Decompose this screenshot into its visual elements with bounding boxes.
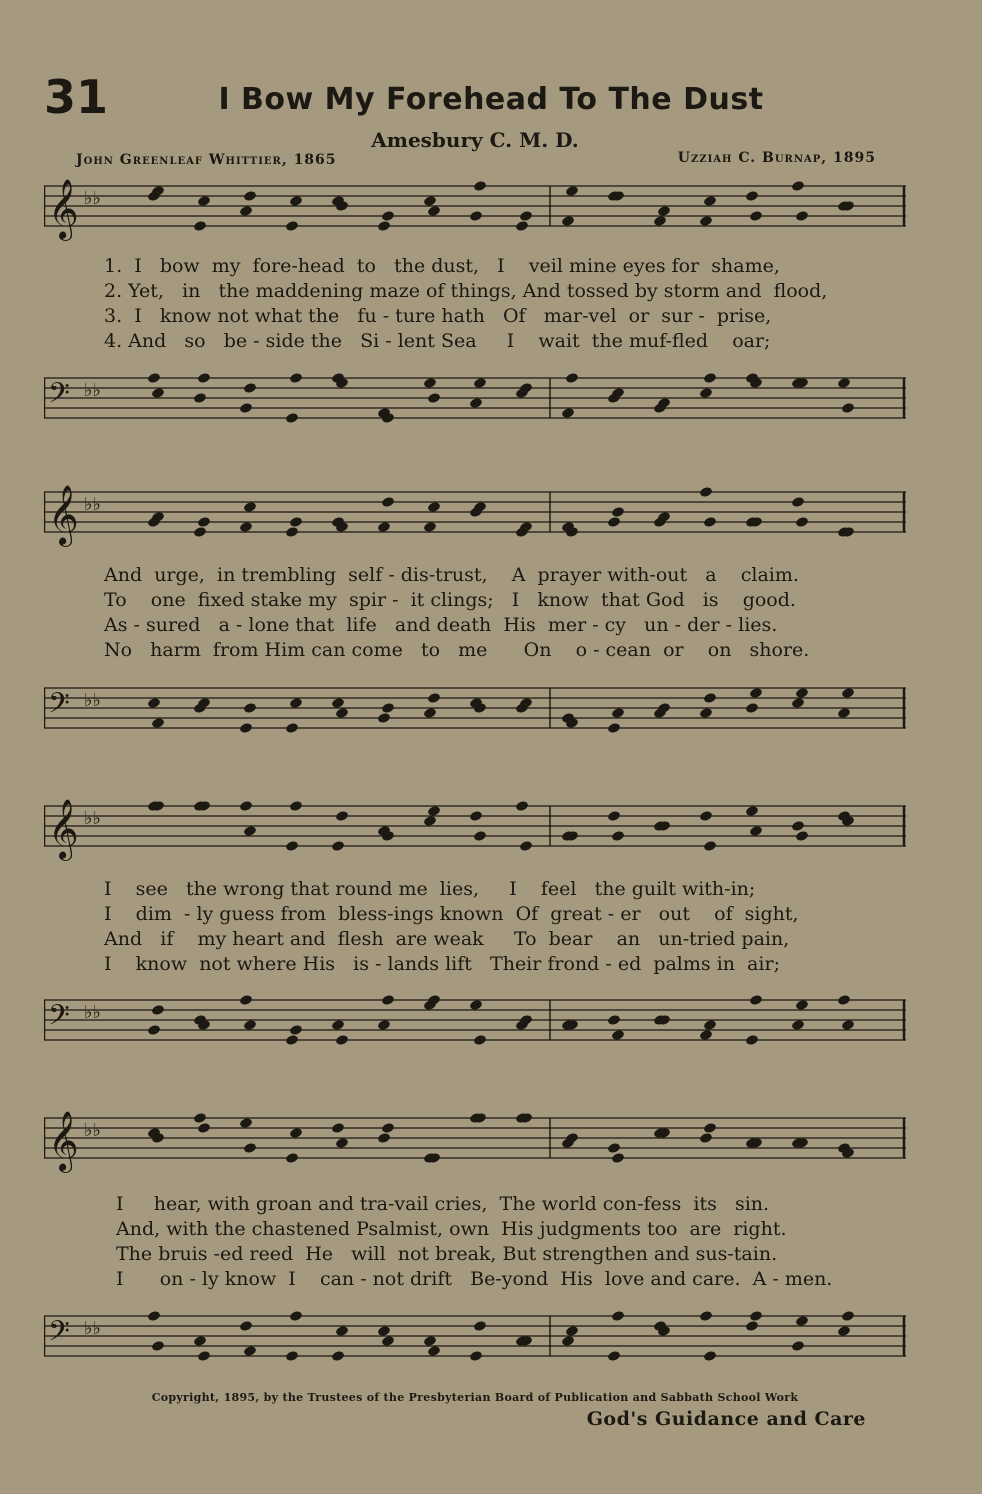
notehead [841, 1310, 855, 1322]
notehead [791, 820, 805, 832]
staff-drawing [44, 370, 906, 434]
notehead [427, 392, 441, 404]
notehead [377, 1132, 391, 1144]
lyrics-block-4 [116, 1192, 906, 1292]
composer-credit: Uzziah C. Burnap, 1895 [677, 150, 876, 166]
staff-drawing [44, 178, 906, 242]
notehead [611, 707, 625, 719]
notehead [699, 1310, 713, 1322]
verse-1-line-3: I see the wrong that round me lies, I feel the guilt with-in; [104, 878, 756, 900]
notehead [381, 702, 395, 714]
notehead [837, 994, 851, 1006]
notehead [469, 397, 483, 409]
notehead [745, 1034, 759, 1046]
notehead [239, 800, 253, 812]
notehead [197, 516, 211, 528]
lyrics-block-2 [104, 563, 894, 663]
notehead [335, 707, 349, 719]
notehead [381, 994, 395, 1006]
notehead [243, 382, 257, 394]
verse-1-line-4: I hear, with groan and tra-vail cries, The world con-fess its sin. [116, 1193, 770, 1215]
notehead [427, 501, 441, 513]
notehead [469, 210, 483, 222]
notehead [607, 810, 621, 822]
verse-3-line-2: As - sured a - lone that life and death His mer - cy un - der - lies. [104, 614, 778, 636]
notehead [377, 712, 391, 724]
bass-staff-2 [44, 680, 906, 744]
notehead [611, 1152, 625, 1164]
verse-3-line-3: And if my heart and flesh are weak To bear an un-tried pain, [104, 928, 790, 950]
notehead [791, 1019, 805, 1031]
notehead [289, 516, 303, 528]
notehead [197, 372, 211, 384]
notehead [423, 195, 437, 207]
bass-clef-icon: 𝄢 [48, 377, 70, 417]
notehead [699, 707, 713, 719]
notehead [423, 707, 437, 719]
verse-2-line-1: 2. Yet, in the maddening maze of things, And tossed by storm and flood, [104, 280, 828, 302]
notehead [239, 205, 253, 217]
notehead [285, 840, 299, 852]
notehead [151, 387, 165, 399]
notehead [381, 210, 395, 222]
notehead [239, 1320, 253, 1332]
notehead [837, 707, 851, 719]
notehead [243, 190, 257, 202]
notehead [653, 215, 667, 227]
notehead [699, 486, 713, 498]
bass-clef-icon: 𝄢 [48, 1315, 70, 1355]
staff-drawing [44, 680, 906, 744]
notehead [423, 815, 437, 827]
notehead [285, 1034, 299, 1046]
notehead [285, 1152, 299, 1164]
verse-3-line-4: The bruis -ed reed He will not break, But strengthen and sus-tain. [116, 1243, 778, 1265]
notehead [335, 1034, 349, 1046]
notehead [795, 516, 809, 528]
notehead [427, 1345, 441, 1357]
notehead [243, 1345, 257, 1357]
notehead [289, 1024, 303, 1036]
notehead [193, 526, 207, 538]
notehead [331, 1019, 345, 1031]
notehead [565, 185, 579, 197]
key-signature-icon: ♭♭ [84, 1002, 101, 1023]
notehead [699, 810, 713, 822]
notehead [193, 1335, 207, 1347]
notehead [745, 1320, 759, 1332]
notehead [377, 220, 391, 232]
notehead [285, 526, 299, 538]
notehead [749, 825, 763, 837]
notehead [795, 999, 809, 1011]
notehead [469, 999, 483, 1011]
notehead [703, 692, 717, 704]
verse-1-line-2: And urge, in trembling self - dis-trust, A prayer with-out a claim. [104, 564, 799, 586]
notehead [427, 805, 441, 817]
notehead [607, 1350, 621, 1362]
notehead [657, 205, 671, 217]
notehead [193, 220, 207, 232]
notehead [561, 1335, 575, 1347]
verse-2-line-4: And, with the chastened Psalmist, own His judgments too are right. [116, 1218, 787, 1240]
notehead [561, 215, 575, 227]
notehead [377, 1019, 391, 1031]
notehead [193, 392, 207, 404]
notehead [469, 810, 483, 822]
verse-2-line-3: I dim - ly guess from bless-ings known Of great - er out of sight, [104, 903, 799, 925]
notehead [423, 1335, 437, 1347]
treble-clef-icon: 𝄞 [48, 485, 79, 545]
tune-name: Amesbury C. M. D. [371, 128, 579, 152]
notehead [289, 800, 303, 812]
notehead [607, 722, 621, 734]
key-signature-icon: ♭♭ [84, 188, 101, 209]
bass-clef-icon: 𝄢 [48, 999, 70, 1039]
lyrics-block-1 [104, 254, 894, 354]
notehead [285, 412, 299, 424]
notehead [147, 372, 161, 384]
copyright-notice: Copyright, 1895, by the Trustees of the Presbyterian Board of Publication and Sabbath School Work [151, 1391, 799, 1404]
notehead [423, 377, 437, 389]
bass-staff-1 [44, 370, 906, 434]
notehead [243, 825, 257, 837]
notehead [239, 994, 253, 1006]
notehead [335, 1325, 349, 1337]
notehead [289, 372, 303, 384]
key-signature-icon: ♭♭ [84, 1120, 101, 1141]
notehead [703, 1019, 717, 1031]
notehead [151, 717, 165, 729]
verse-3-line-1: 3. I know not what the fu - ture hath Of mar-vel or sur - prise, [104, 305, 772, 327]
notehead [699, 1132, 713, 1144]
topic-heading: God's Guidance and Care [586, 1408, 866, 1430]
bass-staff-4 [44, 1308, 906, 1372]
verse-1-line-1: 1. I bow my fore-head to the dust, I veil mine eyes for shame, [104, 255, 780, 277]
notehead [745, 805, 759, 817]
notehead [243, 1142, 257, 1154]
notehead [289, 1310, 303, 1322]
notehead [239, 402, 253, 414]
verse-4-line-4: I on - ly know I can - not drift Be-yond His love and care. A - men. [116, 1268, 833, 1290]
notehead [147, 697, 161, 709]
notehead [335, 810, 349, 822]
notehead [377, 1325, 391, 1337]
verse-4-line-2: No harm from Him can come to me On o - cean or on shore. [104, 639, 810, 661]
notehead [289, 195, 303, 207]
notehead [607, 1142, 621, 1154]
notehead [515, 800, 529, 812]
treble-staff-3 [44, 798, 906, 862]
notehead [703, 1350, 717, 1362]
notehead [791, 496, 805, 508]
notehead [243, 702, 257, 714]
notehead [703, 516, 717, 528]
notehead [427, 692, 441, 704]
verse-4-line-1: 4. And so be - side the Si - lent Sea I wait the muf-fled oar; [104, 330, 771, 352]
bass-clef-icon: 𝄢 [48, 687, 70, 727]
notehead [473, 830, 487, 842]
notehead [331, 697, 345, 709]
treble-staff-4 [44, 1110, 906, 1174]
notehead [377, 521, 391, 533]
staff-drawing [44, 484, 906, 548]
notehead [197, 1122, 211, 1134]
notehead [791, 697, 805, 709]
notehead [285, 722, 299, 734]
notehead [565, 372, 579, 384]
key-signature-icon: ♭♭ [84, 494, 101, 515]
notehead [285, 220, 299, 232]
notehead [289, 697, 303, 709]
notehead [699, 387, 713, 399]
notehead [331, 1350, 345, 1362]
notehead [197, 195, 211, 207]
notehead [561, 407, 575, 419]
key-signature-icon: ♭♭ [84, 690, 101, 711]
notehead [841, 402, 855, 414]
notehead [611, 1029, 625, 1041]
notehead [791, 1340, 805, 1352]
notehead [841, 1019, 855, 1031]
notehead [611, 830, 625, 842]
treble-clef-icon: 𝄞 [48, 799, 79, 859]
notehead [699, 1029, 713, 1041]
notehead [745, 190, 759, 202]
treble-staff-1 [44, 178, 906, 242]
notehead [791, 180, 805, 192]
notehead [565, 1325, 579, 1337]
notehead [611, 506, 625, 518]
notehead [703, 372, 717, 384]
staff-drawing [44, 992, 906, 1056]
notehead [795, 687, 809, 699]
notehead [193, 1112, 207, 1124]
key-signature-icon: ♭♭ [84, 1318, 101, 1339]
notehead [473, 180, 487, 192]
notehead [239, 722, 253, 734]
notehead [703, 1122, 717, 1134]
notehead [837, 377, 851, 389]
key-signature-icon: ♭♭ [84, 380, 101, 401]
notehead [611, 1310, 625, 1322]
notehead [427, 205, 441, 217]
notehead [285, 1350, 299, 1362]
treble-clef-icon: 𝄞 [48, 1111, 79, 1171]
staff-drawing [44, 798, 906, 862]
notehead [381, 496, 395, 508]
lyrics-block-3 [104, 877, 894, 977]
notehead [515, 220, 529, 232]
notehead [197, 1350, 211, 1362]
notehead [795, 830, 809, 842]
key-signature-icon: ♭♭ [84, 808, 101, 829]
staff-drawing [44, 1110, 906, 1174]
bass-staff-3 [44, 992, 906, 1056]
notehead [151, 1340, 165, 1352]
notehead [381, 1122, 395, 1134]
staff-drawing [44, 1308, 906, 1372]
notehead [519, 210, 533, 222]
notehead [795, 210, 809, 222]
notehead [841, 687, 855, 699]
notehead [331, 840, 345, 852]
notehead [745, 702, 759, 714]
notehead [607, 1014, 621, 1026]
notehead [837, 1325, 851, 1337]
notehead [331, 1122, 345, 1134]
treble-clef-icon: 𝄞 [48, 179, 79, 239]
notehead [243, 501, 257, 513]
notehead [749, 1310, 763, 1322]
notehead [749, 210, 763, 222]
notehead [151, 1004, 165, 1016]
notehead [147, 1310, 161, 1322]
notehead [289, 1127, 303, 1139]
notehead [703, 195, 717, 207]
notehead [239, 521, 253, 533]
notehead [239, 1117, 253, 1129]
notehead [607, 516, 621, 528]
notehead [423, 521, 437, 533]
notehead [749, 994, 763, 1006]
notehead [519, 840, 533, 852]
notehead [243, 1019, 257, 1031]
hymn-number: 31 [44, 70, 109, 124]
notehead [749, 687, 763, 699]
hymn-title: I Bow My Forehead To The Dust [218, 82, 764, 117]
notehead [469, 1350, 483, 1362]
notehead [473, 1320, 487, 1332]
notehead [699, 215, 713, 227]
treble-staff-2 [44, 484, 906, 548]
notehead [147, 1024, 161, 1036]
notehead [795, 1315, 809, 1327]
notehead [335, 1137, 349, 1149]
notehead [473, 1034, 487, 1046]
notehead [703, 840, 717, 852]
author-credit: John Greenleaf Whittier, 1865 [76, 152, 337, 168]
notehead [473, 377, 487, 389]
notehead [381, 1335, 395, 1347]
verse-4-line-3: I know not where His is - lands lift Their frond - ed palms in air; [104, 953, 780, 975]
verse-2-line-2: To one fixed stake my spir - it clings; I know that God is good. [104, 589, 796, 611]
